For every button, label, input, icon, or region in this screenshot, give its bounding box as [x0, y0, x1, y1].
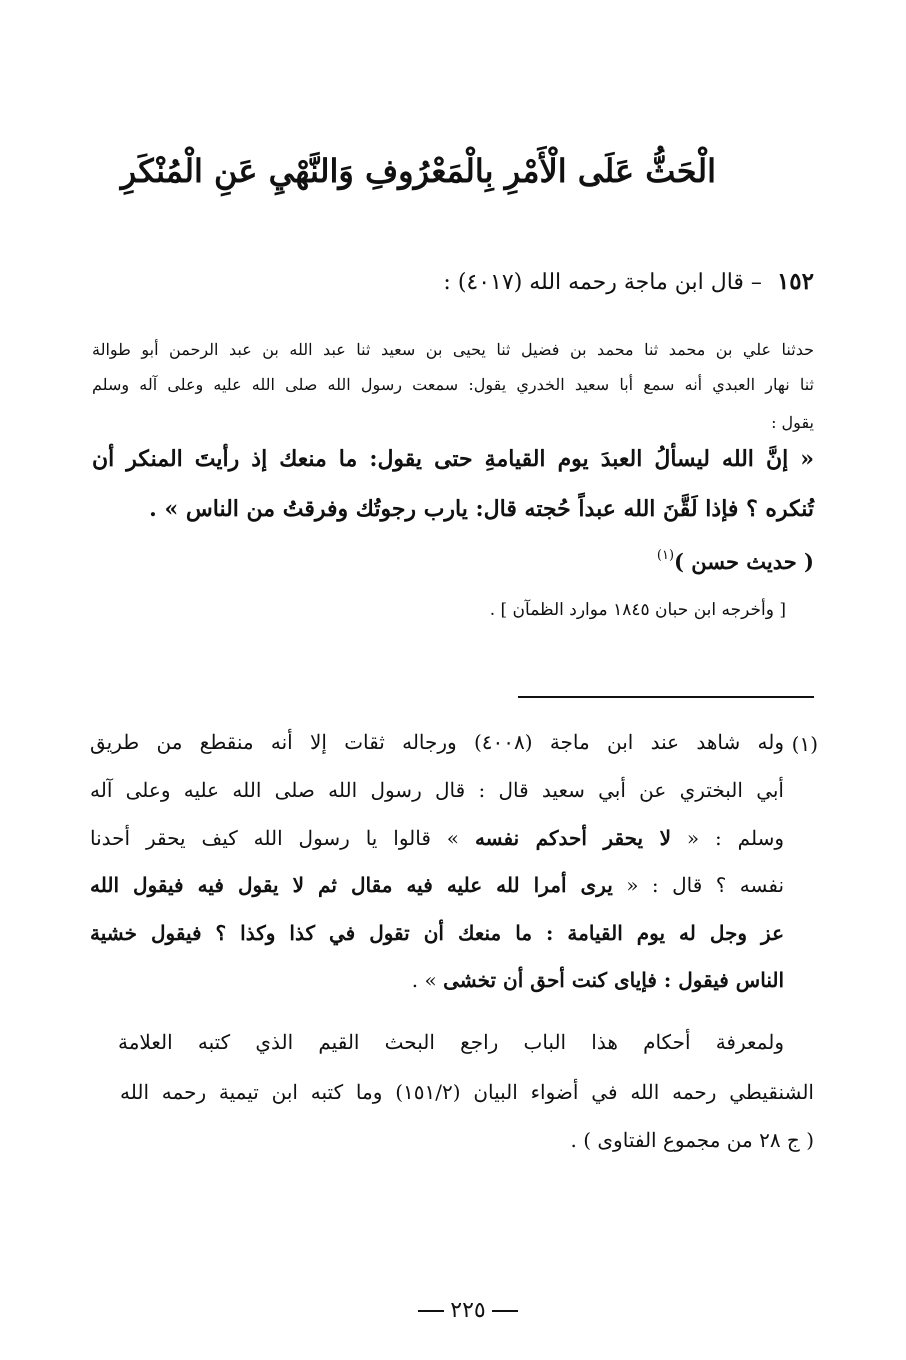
page-number-value: ٢٢٥ [450, 1298, 486, 1323]
footnote-ref: (١) [656, 548, 675, 563]
footnote-text: وله شاهد عند ابن ماجة (٤٠٠٨) ورجاله ثقات إلا أنه منقطع من طريق [90, 730, 784, 754]
footnote-separator [518, 696, 814, 698]
footnote-line [90, 730, 784, 754]
footnote-hadith-text: الناس فيقول : فإياى كنت أحق أن تخشى [443, 968, 784, 992]
footnote-note-line: ولمعرفة أحكام هذا الباب راجع البحث القيم الذي كتبه العلامة [118, 1030, 784, 1054]
hadith-header [443, 268, 814, 295]
hadith-grade: ( حديث حسن ) [674, 549, 814, 574]
footnote-note-line: الشنقيطي رحمه الله في أضواء البيان (١٥١/٢) وما كتبه ابن تيمية رحمه الله [120, 1080, 814, 1104]
footnote-text: » قالوا يا رسول الله كيف يحقر أحدنا [90, 826, 475, 850]
hadith-source: – قال ابن ماجة رحمه الله (٤٠١٧) : [443, 270, 762, 295]
sanad-line: حدثنا علي بن محمد ثنا محمد بن فضيل ثنا يحيى بن سعيد ثنا عبد الله بن عبد الرحمن أبو طوالة [92, 340, 815, 359]
footnote-text: أبي البختري عن أبي سعيد قال : قال رسول الله صلى الله عليه وعلى آله [90, 778, 784, 802]
footnote-hadith-text: لا يحقر أحدكم نفسه [474, 826, 671, 850]
page-number [412, 1298, 524, 1323]
footnote-text: نفسه ؟ قال : « [612, 873, 785, 897]
sanad-line: يقول : [771, 413, 814, 432]
page-number-dash [492, 1310, 518, 1312]
page-number-dash [418, 1310, 444, 1312]
footnote-line [90, 826, 784, 850]
footnote-line [90, 778, 784, 802]
footnote-hadith-text: يرى أمرا لله عليه فيه مقال ثم لا يقول فيه فيقول الله [90, 873, 613, 897]
footnote-text: » . [411, 968, 444, 992]
footnote-line [90, 921, 784, 945]
footnote-text: وسلم : « [670, 826, 784, 850]
hadith-grade-row [657, 548, 814, 574]
footnote-note-line: ( ج ٢٨ من مجموع الفتاوى ) . [570, 1128, 814, 1152]
footnote-hadith-text: عز وجل له يوم القيامة : ما منعك أن تقول في كذا وكذا ؟ فيقول خشية [90, 921, 784, 945]
footnote-marker: (١) [791, 732, 818, 756]
chapter-title: الْحَثُّ عَلَى الْأَمْرِ بِالْمَعْرُوفِ وَالنَّهْيِ عَنِ الْمُنْكَرِ [120, 152, 716, 190]
matn-line: تُنكره ؟ فإذا لَقَّنَ الله عبداً حُجته قال: يارب رجوتُك وفرقتُ من الناس » . [149, 496, 814, 522]
footnote-line [412, 968, 784, 992]
takhrij-note: [ وأخرجه ابن حبان ١٨٤٥ موارد الظمآن ] . [489, 600, 786, 620]
sanad-line: ثنا نهار العبدي أنه سمع أبا سعيد الخدري يقول: سمعت رسول الله صلى الله عليه وعلى آله وسلم [92, 375, 814, 394]
hadith-number: ١٥٢ [776, 268, 814, 295]
footnote-line [90, 873, 784, 897]
matn-line: « إنَّ الله ليسألُ العبدَ يوم القيامةِ حتى يقول: ما منعك إذ رأيتَ المنكر أن [92, 446, 814, 472]
